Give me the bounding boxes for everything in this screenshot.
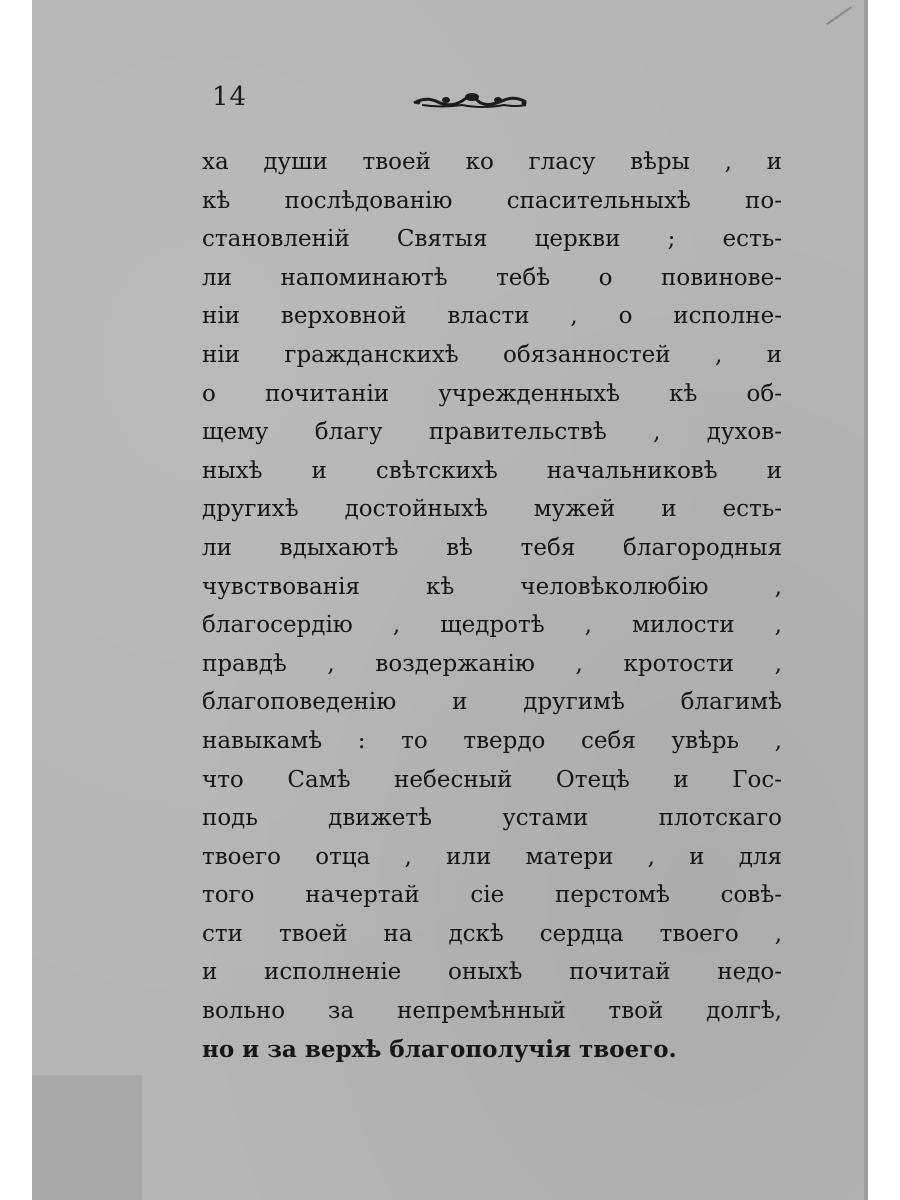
scan-edge [864, 0, 868, 1200]
text-line: навыкамѣ : то твердо себя увѣрь , [202, 727, 782, 754]
text-line: что Самѣ небесный Отецѣ и Гос- [202, 766, 782, 793]
text-line: ніи гражданскихѣ обязанностей , и [202, 341, 782, 368]
text-line: и исполненіе оныхѣ почитай недо- [202, 959, 782, 986]
text-line: вольно за непремѣнный твой долгѣ, [202, 998, 782, 1025]
text-line: твоего отца , или матери , и для [202, 843, 782, 870]
text-line: ли напоминаютѣ тебѣ о повинове- [202, 264, 782, 291]
text-line: щему благу правительствѣ , духов- [202, 419, 782, 446]
text-line: благосердію , щедротѣ , милости , [202, 612, 782, 639]
text-line: ніи верховной власти , о исполне- [202, 303, 782, 330]
text-line: ли вдыхаютѣ вѣ тебя благородныя [202, 534, 782, 561]
page-number: 14 [212, 82, 248, 112]
text-line: другихѣ достойныхѣ мужей и есть- [202, 496, 782, 523]
text-line: о почитаніи учрежденныхѣ кѣ об- [202, 380, 782, 407]
scanned-page [32, 0, 868, 1200]
text-line: но и за верхѣ благополучія твоего. [202, 1035, 677, 1063]
text-line: чувствованія кѣ человѣколюбію , [202, 573, 782, 600]
text-line: благоповеденію и другимѣ благимѣ [202, 689, 782, 716]
text-line: правдѣ , воздержанію , кротости , [202, 650, 782, 677]
text-line: того начертай сіе перстомѣ совѣ- [202, 882, 782, 909]
text-line: ныхѣ и свѣтскихѣ начальниковѣ и [202, 457, 782, 484]
text-line: становленій Святыя церкви ; есть- [202, 226, 782, 253]
text-line: сти твоей на дскѣ сердца твоего , [202, 920, 782, 947]
text-line: подь движетѣ устами плотскаго [202, 805, 782, 832]
text-line: ха души твоей ко гласу вѣры , и [202, 149, 782, 175]
headpiece-ornament-icon [412, 88, 530, 110]
corner-mark [818, 0, 852, 25]
body-text [202, 143, 782, 1069]
scan-shadow [32, 1075, 142, 1200]
text-line: кѣ послѣдованію спасительныхѣ по- [202, 187, 782, 214]
